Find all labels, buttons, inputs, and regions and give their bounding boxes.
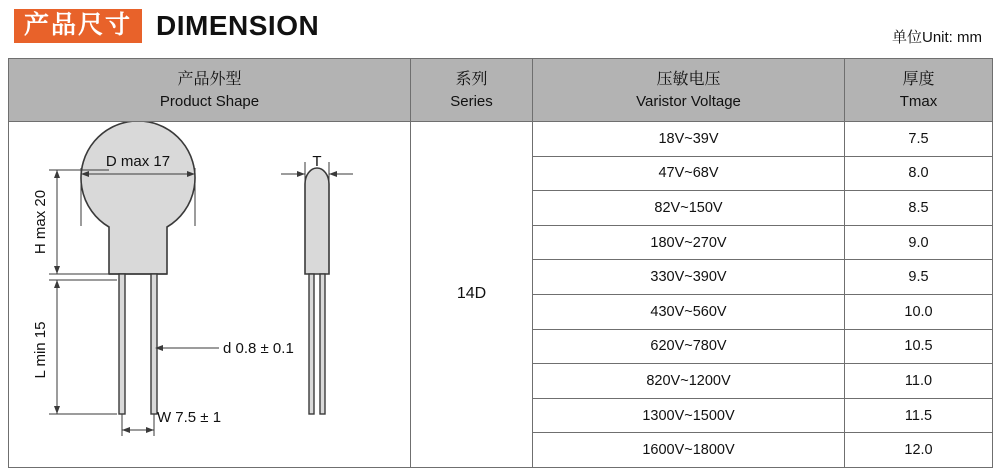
varistor-body-side bbox=[305, 168, 329, 274]
tmax-value: 12.0 bbox=[845, 433, 993, 468]
header-product-shape bbox=[9, 59, 411, 122]
page-title: DIMENSION bbox=[156, 10, 320, 41]
voltage-value: 430V~560V bbox=[533, 294, 845, 329]
page-header bbox=[0, 0, 1000, 46]
product-shape-drawing-cell bbox=[9, 122, 411, 468]
varistor-leads-front bbox=[119, 274, 157, 414]
tmax-value: 11.5 bbox=[845, 398, 993, 433]
header-varistor-voltage-zh: 压敏电压 bbox=[656, 70, 721, 88]
header-series-en: Series bbox=[450, 92, 493, 110]
voltage-value: 1600V~1800V bbox=[533, 433, 845, 468]
dimension-lead-span bbox=[122, 414, 154, 436]
header-series bbox=[411, 59, 533, 122]
series-value: 14D bbox=[411, 122, 533, 468]
voltage-value: 620V~780V bbox=[533, 329, 845, 364]
header-series-zh: 系列 bbox=[455, 70, 488, 88]
dimension-lead-diameter bbox=[155, 345, 219, 351]
voltage-value: 180V~270V bbox=[533, 225, 845, 260]
header-tmax-zh: 厚度 bbox=[902, 70, 935, 88]
unit-note: 单位Unit: mm bbox=[891, 29, 982, 46]
header-product-shape-zh: 产品外型 bbox=[177, 70, 242, 88]
section-badge-zh: 产品尺寸 bbox=[14, 9, 142, 44]
header-tmax-en: Tmax bbox=[899, 92, 938, 110]
label-l-min: L min 15 bbox=[32, 321, 49, 379]
tmax-value: 11.0 bbox=[845, 364, 993, 399]
product-shape-drawing bbox=[9, 122, 410, 467]
tmax-value: 8.5 bbox=[845, 191, 993, 226]
label-lead-diameter: d 0.8 ± 0.1 bbox=[223, 340, 294, 357]
dimension-l-min bbox=[49, 280, 117, 414]
header-tmax bbox=[845, 59, 993, 122]
voltage-value: 82V~150V bbox=[533, 191, 845, 226]
voltage-value: 1300V~1500V bbox=[533, 398, 845, 433]
label-d-max: D max 17 bbox=[105, 153, 171, 170]
voltage-value: 47V~68V bbox=[533, 156, 845, 191]
table-header-row bbox=[9, 59, 993, 122]
varistor-body-front bbox=[81, 122, 195, 274]
label-h-max: H max 20 bbox=[32, 189, 49, 255]
tmax-value: 7.5 bbox=[845, 122, 993, 157]
tmax-value: 10.0 bbox=[845, 294, 993, 329]
voltage-value: 330V~390V bbox=[533, 260, 845, 295]
voltage-value: 820V~1200V bbox=[533, 364, 845, 399]
header-product-shape-en: Product Shape bbox=[159, 92, 260, 110]
voltage-value: 18V~39V bbox=[533, 122, 845, 157]
dimension-table-wrap bbox=[8, 58, 992, 468]
table-row bbox=[9, 122, 993, 157]
dimension-table bbox=[8, 58, 993, 468]
header-varistor-voltage bbox=[533, 59, 845, 122]
tmax-value: 9.5 bbox=[845, 260, 993, 295]
varistor-leads-side bbox=[309, 274, 325, 414]
header-varistor-voltage-en: Varistor Voltage bbox=[636, 92, 741, 110]
label-lead-span: W 7.5 ± 1 bbox=[156, 409, 222, 426]
label-thickness: T bbox=[312, 153, 322, 170]
tmax-value: 8.0 bbox=[845, 156, 993, 191]
tmax-value: 9.0 bbox=[845, 225, 993, 260]
tmax-value: 10.5 bbox=[845, 329, 993, 364]
